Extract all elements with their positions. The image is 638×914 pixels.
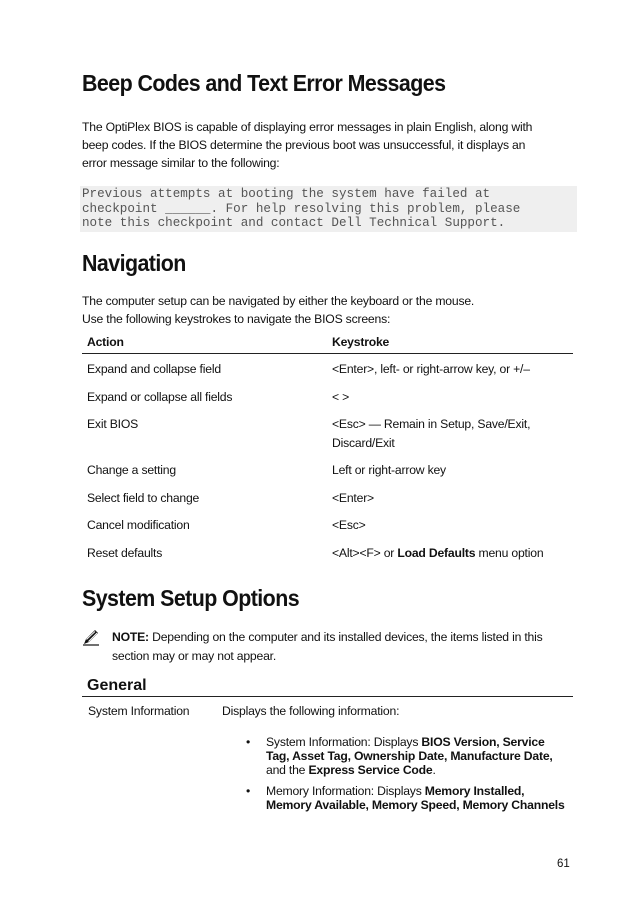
list-item: • System Information: Displays BIOS Version, Service Tag, Asset Tag, Ownership Date, Manufacture Date, and the Express Service Code. xyxy=(246,735,553,777)
row-keystroke: <Esc> — Remain in Setup, Save/Exit, Discard/Exit xyxy=(332,417,531,450)
row-keystroke: <Enter> xyxy=(332,491,374,505)
row-keystroke: Left or right-arrow key xyxy=(332,463,446,477)
row-keystroke: <Esc> xyxy=(332,518,366,532)
navigation-paragraph: The computer setup can be navigated by either the keyboard or the mouse. Use the following keystrokes to navigate the BIOS screens: xyxy=(82,294,475,326)
intro-paragraph: The OptiPlex BIOS is capable of displaying error messages in plain English, along with beep codes. If the BIOS determine the previous boot was unsuccessful, it displays an error message similar to the following: xyxy=(82,120,533,170)
row-action: Expand or collapse all fields xyxy=(87,390,233,404)
general-header: General xyxy=(82,676,573,697)
row-action: Exit BIOS xyxy=(87,417,139,431)
error-message-code-block: Previous attempts at booting the system have failed at checkpoint ______. For help resolving this problem, please note this checkpoint and contact Dell Technical Support. xyxy=(80,186,577,232)
note-text: NOTE: Depending on the computer and its installed devices, the items listed in this section may or may not appear. xyxy=(112,630,543,663)
general-table xyxy=(82,676,573,697)
row-keystroke: <Enter>, left- or right-arrow key, or +/– xyxy=(332,362,530,376)
heading-system-setup-options: System Setup Options xyxy=(82,585,300,611)
navigation-table xyxy=(82,334,573,564)
list-item: • Memory Information: Displays Memory Installed, Memory Available, Memory Speed, Memory Channels xyxy=(246,784,565,812)
heading-beep-codes: Beep Codes and Text Error Messages xyxy=(82,70,446,96)
row-action: Reset defaults xyxy=(87,546,163,560)
row-keystroke: <Alt><F> or Load Defaults menu option xyxy=(332,546,544,560)
header-keystroke: Keystroke xyxy=(332,335,390,349)
row-action: Expand and collapse field xyxy=(87,362,221,376)
row-action: Select field to change xyxy=(87,491,200,505)
note-pencil-icon xyxy=(82,628,100,646)
row-action: Change a setting xyxy=(87,463,176,477)
system-info-bullets xyxy=(246,735,576,819)
row-keystroke: < > xyxy=(332,390,350,404)
heading-navigation: Navigation xyxy=(82,250,186,276)
header-action: Action xyxy=(87,335,124,349)
page-number: 61 xyxy=(557,858,570,870)
system-information-description: Displays the following information: xyxy=(222,704,400,718)
table-header xyxy=(82,334,573,354)
row-action: Cancel modification xyxy=(87,518,190,532)
system-information-label: System Information xyxy=(88,704,190,718)
